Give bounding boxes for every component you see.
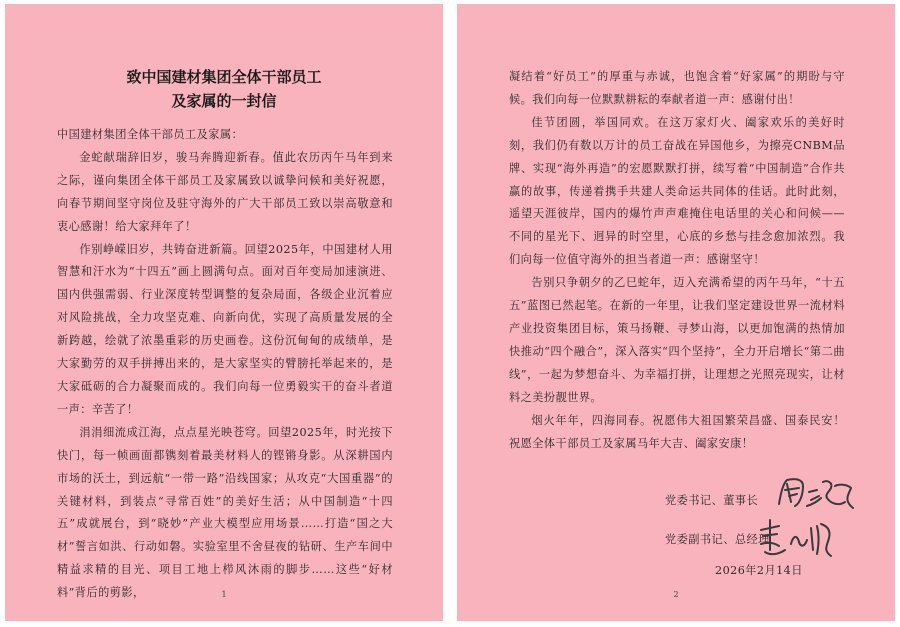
paragraph-greeting: 金蛇献瑞辞旧岁，骏马奔腾迎新春。值此农历丙午马年到来之际，谨向集团全体干部员工及家属致以诚挚问候和美好祝愿，向春节期间坚守岗位及驻守海外的广大干部员工致以崇高敬意和衷心感谢！给大家拜年了！ (57, 150, 393, 233)
page-number: 1 (221, 590, 227, 599)
paragraph-blessing: 烟火年年，四海同春。祝愿伟大祖国繁荣昌盛、国泰民安！祝愿全体干部员工及家属马年大吉、阖家安康！ (509, 413, 845, 450)
paragraph-outlook: 告别只争朝夕的乙巳蛇年，迈入充满希望的丙午马年，“十五五”蓝图已然起笔。在新的一年里，让我们坚定建设世界一流材料产业投资集团目标，策马扬鞭、寻梦山海，以更加饱满的热情加快推动“四个融合”，深入落实“四个坚持”，全力开启增长“第二曲线”，一起为梦想奋斗、为幸福打拼，让理想之光照亮现实，让材料之美扮靓世界。 (509, 276, 845, 404)
salutation: 中国建材集团全体干部员工及家属： (57, 128, 244, 141)
paragraph-continuation: 凝结着“好员工”的厚重与赤诚，也饱含着“好家属”的期盼与守候。我们向每一位默默耕耘的奉献者道一声：感谢付出！ (509, 70, 845, 106)
paragraph-highlights: 涓涓细流成江海，点点星光映苍穹。回望2025年，时光按下快门，每一帧画面都镌刻着最美材料人的铿锵身影。从深耕国内市场的沃土，到远航“一带一路”沿线国家；从攻克“大国重器”的关键材料，到装点“寻常百姓”的美好生活；从中国制造“十四五”成就展台，到“晓妙”产业大模型应用场景……打造“国之大材”誓言如洪、行动如磐。实验室里不舍昼夜的钻研、生产车间中精益求精的目光、项目工地上栉风沐雨的脚步……这些“好材料”背后的剪影， (57, 425, 393, 600)
paragraph-review: 作别峥嵘旧岁，共铸奋进新篇。回望2025年，中国建材人用智慧和汗水为“十四五”画上圆满句点。面对百年变局加速演进、国内供强需弱、行业深度转型调整的复杂局面，各级企业沉着应对风险挑战，全力攻坚克难、向新向优，实现了高质量发展的全新跨越，绘就了浓墨重彩的历史画卷。这份沉甸甸的成绩单，是大家勤劳的双手拼搏出来的，是大家坚实的臂膀托举起来的，是大家砥砺的合力凝聚而成的。我们向每一位勇毅实干的奋斗者道一声：辛苦了！ (57, 242, 393, 416)
signature-2-icon (757, 516, 837, 560)
paragraph-overseas: 佳节团圆，举国同欢。在这万家灯火、阖家欢乐的美好时刻，我们仍有数以万计的员工奋战在异国他乡，为擦亮CNBM品牌、实现“海外再造”的宏愿默默打拼，续写着“中国制造”合作共赢的故事，传递着携手共建人类命运共同体的佳话。此时此刻，遥望天涯彼岸，国内的爆竹声声难掩住电话里的关心和问候——不同的星光下、迥异的时空里，心底的乡愁与挂念愈加浓烈。我们向每一位值守海外的担当者道一声：感谢坚守！ (509, 115, 845, 267)
letter-title-line-1: 致中国建材集团全体干部员工 (126, 68, 322, 86)
letter-title-line-2: 及家属的一封信 (171, 92, 277, 110)
signer-1-title: 党委书记、董事长 (665, 494, 759, 507)
letter-page-2 (457, 4, 895, 621)
page-number: 2 (673, 590, 679, 599)
signature-1-icon (773, 474, 857, 514)
letter-date: 2026年2月14日 (715, 564, 803, 577)
letter-body-page-1 (57, 124, 393, 605)
letter-page-1 (5, 4, 443, 621)
signer-2-title: 党委副书记、总经理 (665, 533, 770, 546)
letter-body-page-2 (509, 66, 845, 455)
